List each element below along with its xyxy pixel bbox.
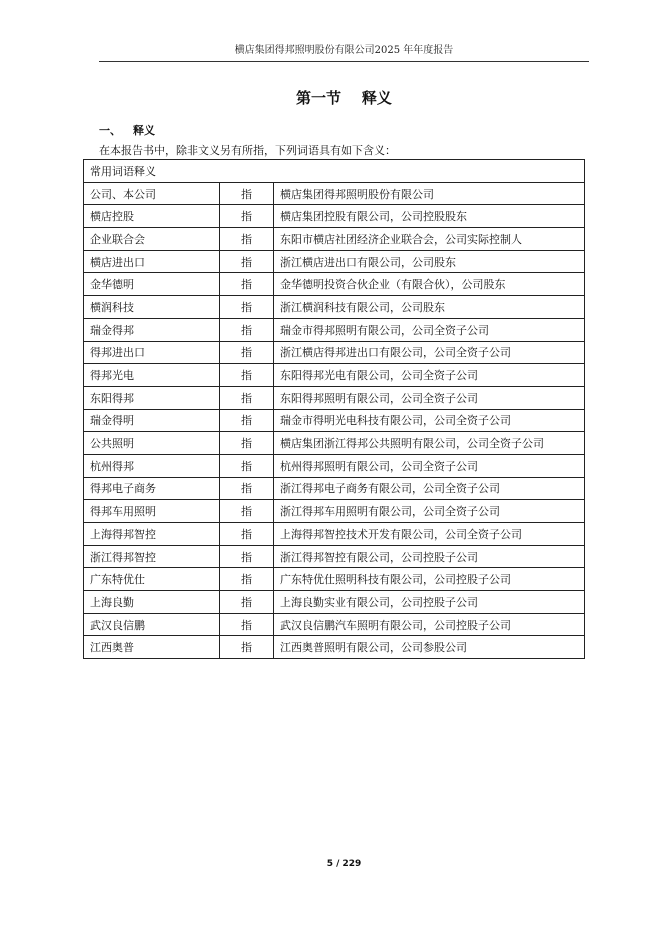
table-row — [84, 205, 585, 228]
definition-cell: 东阳市横店社团经济企业联合会，公司实际控制人 — [274, 228, 585, 251]
table-row — [84, 341, 585, 364]
definition-cell: 广东特优仕照明科技有限公司，公司控股子公司 — [274, 568, 585, 591]
ref-cell: 指 — [220, 500, 274, 523]
definition-cell: 浙江得邦智控有限公司，公司控股子公司 — [274, 545, 585, 568]
ref-cell: 指 — [220, 228, 274, 251]
table-row — [84, 318, 585, 341]
definition-cell: 浙江得邦车用照明有限公司，公司全资子公司 — [274, 500, 585, 523]
ref-cell: 指 — [220, 318, 274, 341]
term-cell: 瑞金得邦 — [84, 318, 220, 341]
ref-cell: 指 — [220, 591, 274, 614]
ref-cell: 指 — [220, 341, 274, 364]
definition-cell: 武汉良信鹏汽车照明有限公司，公司控股子公司 — [274, 613, 585, 636]
table-row — [84, 182, 585, 205]
term-cell: 横润科技 — [84, 296, 220, 319]
table-row — [84, 386, 585, 409]
definition-cell: 浙江横店得邦进出口有限公司，公司全资子公司 — [274, 341, 585, 364]
term-cell: 上海良勤 — [84, 591, 220, 614]
ref-cell: 指 — [220, 568, 274, 591]
ref-cell: 指 — [220, 545, 274, 568]
table-row — [84, 454, 585, 477]
definition-cell: 浙江得邦电子商务有限公司，公司全资子公司 — [274, 477, 585, 500]
ref-cell: 指 — [220, 182, 274, 205]
subsection-title: 释义 — [133, 124, 155, 137]
table-row — [84, 477, 585, 500]
term-cell: 东阳得邦 — [84, 386, 220, 409]
definitions-table-body — [84, 160, 585, 659]
table-row — [84, 296, 585, 319]
term-cell: 江西奥普 — [84, 636, 220, 659]
term-cell: 公司、本公司 — [84, 182, 220, 205]
table-row — [84, 409, 585, 432]
term-cell: 得邦进出口 — [84, 341, 220, 364]
ref-cell: 指 — [220, 523, 274, 546]
ref-cell: 指 — [220, 296, 274, 319]
table-row — [84, 636, 585, 659]
ref-cell: 指 — [220, 364, 274, 387]
table-row — [84, 613, 585, 636]
definition-cell: 东阳得邦光电有限公司，公司全资子公司 — [274, 364, 585, 387]
ref-cell: 指 — [220, 477, 274, 500]
table-row — [84, 364, 585, 387]
term-cell: 浙江得邦智控 — [84, 545, 220, 568]
intro-text: 在本报告书中，除非文义另有所指，下列词语具有如下含义： — [99, 144, 396, 157]
definition-cell: 横店集团得邦照明股份有限公司 — [274, 182, 585, 205]
ref-cell: 指 — [220, 409, 274, 432]
table-row — [84, 523, 585, 546]
term-cell: 得邦电子商务 — [84, 477, 220, 500]
ref-cell: 指 — [220, 273, 274, 296]
page-number: 5 / 229 — [326, 859, 362, 869]
term-cell: 得邦车用照明 — [84, 500, 220, 523]
definition-cell: 东阳得邦照明有限公司，公司全资子公司 — [274, 386, 585, 409]
subsection-heading — [99, 123, 155, 139]
table-row — [84, 228, 585, 251]
definition-cell: 瑞金市得邦照明有限公司，公司全资子公司 — [274, 318, 585, 341]
term-cell: 横店控股 — [84, 205, 220, 228]
definition-cell: 瑞金市得明光电科技有限公司，公司全资子公司 — [274, 409, 585, 432]
definition-cell: 浙江横店进出口有限公司，公司股东 — [274, 250, 585, 273]
term-cell: 上海得邦智控 — [84, 523, 220, 546]
table-row — [84, 568, 585, 591]
header-rule — [99, 61, 589, 62]
definition-cell: 上海良勤实业有限公司，公司控股子公司 — [274, 591, 585, 614]
table-row — [84, 432, 585, 455]
term-cell: 公共照明 — [84, 432, 220, 455]
definition-cell: 浙江横润科技有限公司，公司股东 — [274, 296, 585, 319]
ref-cell: 指 — [220, 250, 274, 273]
definitions-table — [83, 159, 585, 659]
term-cell: 广东特优仕 — [84, 568, 220, 591]
table-row — [84, 250, 585, 273]
table-caption-row — [84, 160, 585, 183]
term-cell: 武汉良信鹏 — [84, 613, 220, 636]
term-cell: 得邦光电 — [84, 364, 220, 387]
definition-cell: 横店集团浙江得邦公共照明有限公司，公司全资子公司 — [274, 432, 585, 455]
term-cell: 横店进出口 — [84, 250, 220, 273]
table-row — [84, 545, 585, 568]
ref-cell: 指 — [220, 636, 274, 659]
term-cell: 企业联合会 — [84, 228, 220, 251]
definition-cell: 横店集团控股有限公司，公司控股股东 — [274, 205, 585, 228]
subsection-number: 一、 — [99, 124, 121, 137]
term-cell: 瑞金得明 — [84, 409, 220, 432]
definition-cell: 杭州得邦照明有限公司，公司全资子公司 — [274, 454, 585, 477]
term-cell: 金华德明 — [84, 273, 220, 296]
ref-cell: 指 — [220, 205, 274, 228]
section-title: 第一节 释义 — [296, 89, 392, 107]
term-cell: 杭州得邦 — [84, 454, 220, 477]
definition-cell: 江西奥普照明有限公司，公司参股公司 — [274, 636, 585, 659]
ref-cell: 指 — [220, 432, 274, 455]
ref-cell: 指 — [220, 613, 274, 636]
ref-cell: 指 — [220, 454, 274, 477]
table-row — [84, 273, 585, 296]
ref-cell: 指 — [220, 386, 274, 409]
definition-cell: 金华德明投资合伙企业（有限合伙），公司股东 — [274, 273, 585, 296]
running-header: 横店集团得邦照明股份有限公司2025 年年度报告 — [234, 45, 454, 56]
definition-cell: 上海得邦智控技术开发有限公司，公司全资子公司 — [274, 523, 585, 546]
table-row — [84, 500, 585, 523]
table-row — [84, 591, 585, 614]
table-caption: 常用词语释义 — [84, 160, 585, 183]
